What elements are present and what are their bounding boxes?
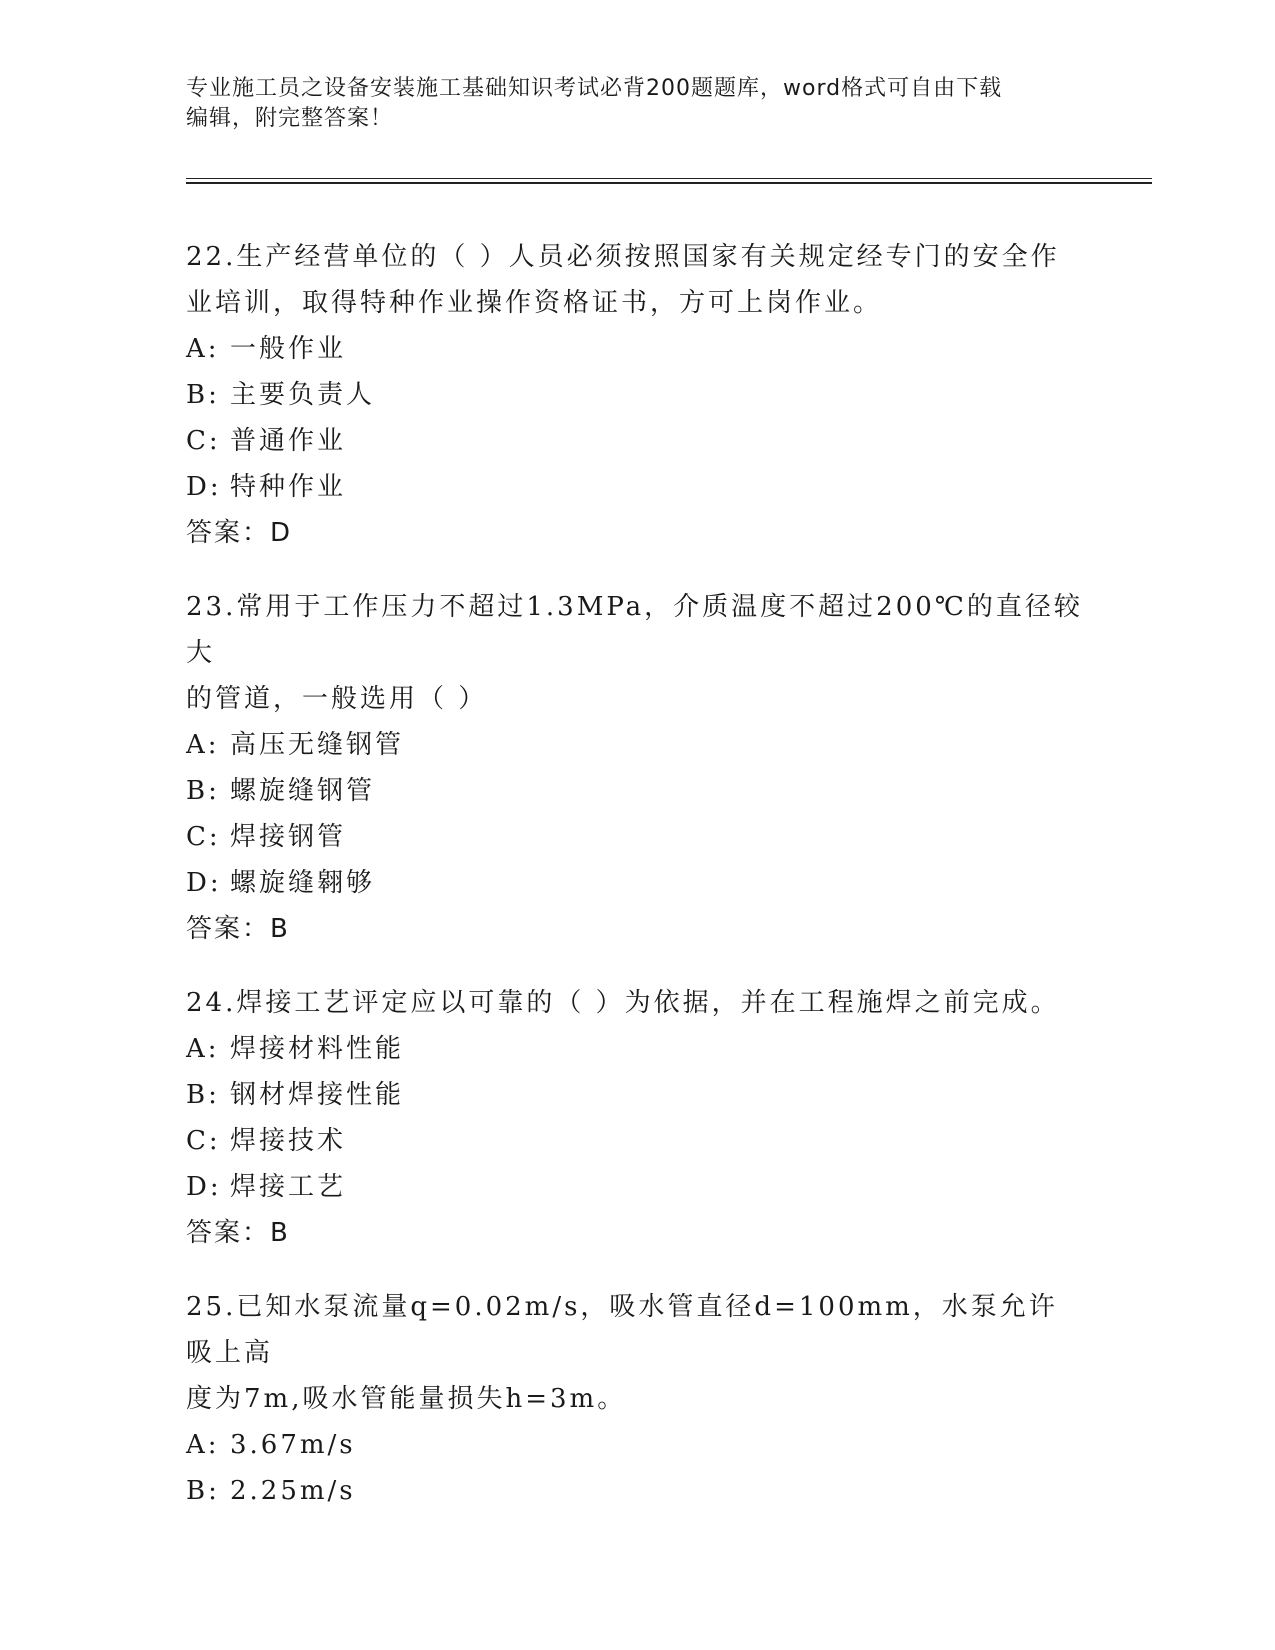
option-d [186, 1164, 1086, 1210]
question-text-line: 度为7m,吸水管能量损失h=3m。 [186, 1384, 627, 1414]
option-text: 3.67m/s [230, 1430, 356, 1460]
option-text: 焊接钢管 [230, 822, 347, 852]
option-a [186, 1422, 1086, 1468]
option-c [186, 814, 1086, 860]
answer-label: 答案：D [186, 518, 293, 548]
question-24 [186, 980, 1086, 1256]
option-letter: B: [186, 776, 220, 806]
option-letter: D: [186, 1172, 222, 1202]
option-text: 一般作业 [230, 334, 347, 364]
header-line-2: 编辑，附完整答案！ [186, 106, 394, 131]
question-text-line: 23.常用于工作压力不超过1.3MPa，介质温度不超过200℃的直径较大 [186, 592, 1083, 668]
option-d [186, 464, 1086, 510]
question-23 [186, 584, 1086, 952]
option-letter: A: [186, 334, 220, 364]
question-list [186, 234, 1086, 1542]
option-letter: C: [186, 426, 221, 456]
option-c [186, 418, 1086, 464]
option-letter: C: [186, 822, 221, 852]
option-text: 钢材焊接性能 [230, 1080, 405, 1110]
option-text: 螺旋缝翱够 [230, 868, 376, 898]
option-b [186, 768, 1086, 814]
option-letter: D: [186, 472, 222, 502]
header-line-1: 专业施工员之设备安装施工基础知识考试必背200题题库，word格式可自由下载 [186, 76, 1003, 101]
question-25 [186, 1284, 1086, 1514]
answer-label: 答案：B [186, 1218, 290, 1248]
option-text: 螺旋缝钢管 [230, 776, 376, 806]
option-text: 主要负责人 [230, 380, 376, 410]
option-text: 特种作业 [230, 472, 347, 502]
option-letter: A: [186, 1430, 220, 1460]
option-letter: A: [186, 1034, 220, 1064]
question-text-line: 业培训，取得特种作业操作资格证书，方可上岗作业。 [186, 288, 883, 318]
option-text: 普通作业 [230, 426, 347, 456]
option-letter: D: [186, 868, 222, 898]
answer-label: 答案：B [186, 914, 290, 944]
option-a [186, 1026, 1086, 1072]
header-divider-thin [186, 178, 1152, 179]
question-text-line: 的管道，一般选用（ ） [186, 684, 488, 714]
option-d [186, 860, 1086, 906]
option-a [186, 722, 1086, 768]
option-letter: B: [186, 380, 220, 410]
option-letter: C: [186, 1126, 221, 1156]
question-text-line: 24.焊接工艺评定应以可靠的（ ）为依据，并在工程施焊之前完成。 [186, 988, 1060, 1018]
option-text: 2.25m/s [230, 1476, 356, 1506]
question-text-line: 22.生产经营单位的（ ）人员必须按照国家有关规定经专门的安全作 [186, 242, 1060, 272]
option-text: 焊接材料性能 [230, 1034, 405, 1064]
option-c [186, 1118, 1086, 1164]
option-b [186, 372, 1086, 418]
option-letter: A: [186, 730, 220, 760]
question-text-line: 25.已知水泵流量q=0.02m/s，吸水管直径d=100mm，水泵允许吸上高 [186, 1292, 1058, 1368]
header-divider-thick [186, 182, 1152, 184]
option-text: 焊接工艺 [230, 1172, 347, 1202]
option-text: 焊接技术 [230, 1126, 347, 1156]
option-a [186, 326, 1086, 372]
option-b [186, 1072, 1086, 1118]
document-header [186, 74, 1066, 134]
question-22 [186, 234, 1086, 556]
option-text: 高压无缝钢管 [230, 730, 405, 760]
option-b [186, 1468, 1086, 1514]
option-letter: B: [186, 1080, 220, 1110]
option-letter: B: [186, 1476, 220, 1506]
